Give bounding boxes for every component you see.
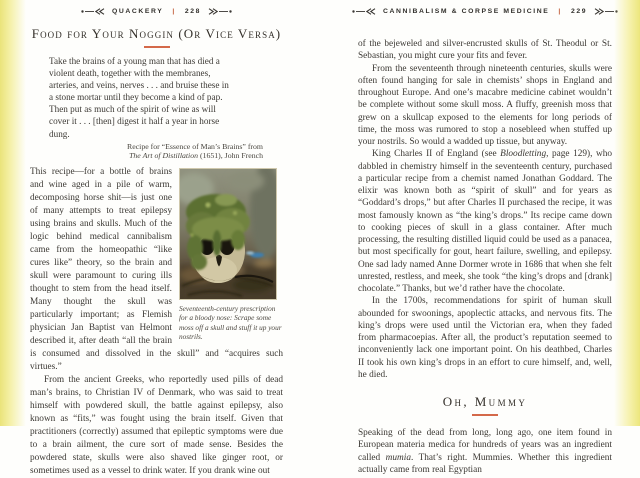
attribution-work-title: The Art of Distillation <box>129 151 199 161</box>
paragraph <box>358 148 612 295</box>
right-running-head <box>358 8 612 15</box>
header-separator: | <box>172 8 176 15</box>
page-number: 229 <box>570 8 588 15</box>
latin-term: mumia <box>385 452 411 463</box>
right-body-text-2 <box>358 427 612 476</box>
section-heading: Food for Your Noggin (Or Vice Versa) <box>31 26 282 41</box>
paragraph: From the ancient Greeks, who reportedly used pills of dead man’s brains, to Christian IV of Denmark, who was said to treat himself with powdered skull, the battle against epilepsy, also known as “fits,” was fought using the brain itself. Given that practitioners (correctly) assumed that epileptic symptoms were due to a brain ailment, the cure sort of made sense. Besides the powdered state, skulls were also shaved like ginger root, or sometimes used as a vessel to drink water. If you drank wine out <box>30 374 283 476</box>
header-separator: | <box>558 8 562 15</box>
chapter-title: CANNIBALISM & CORPSE MEDICINE <box>382 8 550 15</box>
figure <box>179 168 283 342</box>
paragraph: In the 1700s, recommendations for spirit of human skull abounded for swoonings, apoplectic attacks, and nervous fits. The king’s drops were used until the Victorian era, when they faded from pharmacoepias. After all, the product’s reputation seemed to inconveniently lack one important point. On his deathbed, Charles II took his own king’s drops in an effort to cure himself, and, well, he died. <box>358 296 612 380</box>
left-page <box>0 0 320 476</box>
mossy-skull-photo <box>179 168 277 300</box>
arrow-ornament-left-icon <box>81 8 105 15</box>
paragraph: From the seventeenth through nineteenth centuries, skulls were often found hanging for sale in chemists’ shops in England and throughout Europe. And one’s macabre medicine cabinet wouldn’t be complete without some skull moss. A fluffy, greenish moss that grew on a skullcap exposed to the elements for long periods of time, the moss was rumored to stop a nosebleed when stuffed up your nostrils. So would a wadded up tissue, but anyway. <box>358 63 612 147</box>
paragraph <box>358 427 612 476</box>
attribution-line1: Recipe for “Essence of Man’s Brains” from <box>127 141 263 151</box>
right-page <box>320 0 640 475</box>
paragraph-text: . That’s right. Mummies. Whether this ingredient actually came from real Egyptian <box>358 452 612 475</box>
arrow-ornament-right-icon <box>208 8 232 15</box>
figure-caption: Seventeenth-century prescription for a bloody nose: Scrape some moss off a skull and stuff it up your nostrils. <box>179 303 282 342</box>
paragraph: This recipe—for a bottle of brains and wine aged in a pile of warm, decomposing horse shit—is just one of many attempts to treat epilepsy using brains and skulls. Much of the logic behind medical cannibalism came from the homeopathic “like cures like” theory, so the brain and skull were paramount to curing ills thought to stem from the head itself. Many thought the skull was particularly important; as Flemish physician Jan Baptist van Helmont described it, after death “all the brain is consumed and dissolved in the skull” and “acquires such virtues.” <box>30 166 283 372</box>
chapter-title: QUACKERY <box>111 8 164 15</box>
left-running-head <box>30 8 283 15</box>
heading-rule <box>144 46 170 48</box>
heading-rule <box>472 414 498 416</box>
left-body-text <box>30 166 283 478</box>
right-body-text <box>358 38 612 381</box>
recipe-attribution <box>30 142 283 161</box>
page-number: 228 <box>184 8 202 15</box>
attribution-line2-rest: (1651), John French <box>198 151 263 161</box>
section-heading: Oh, Mummy <box>442 394 528 409</box>
paragraph-text: , page 129), who dabbled in chemistry himself in the seventeenth century, purchased a particular recipe from a chemist named Jonathan Goddard. The elixir was known both as “spirit of skull” and for years as “Goddard’s drops,” but after Charles II purchased the recipe, it was most famously known as “the king’s drops.” Its recipe came down to cooking pieces of skull in a glass container. After much processing, the resulting distilled liquid could be used as a panacea, but most specifically for gout, heart failure, swelling, and epilepsy. One sad lady named Anne Dormer wrote in 1686 that when she felt unrested, restless, and meek, she took “the king’s drops and [drank] chocolate.” Thanks, but we’d rather have the chocolate. <box>358 149 612 294</box>
recipe-blockquote: Take the brains of a young man that has died a violent death, together with the membranes, arteries, and veins, nerves . . . and bruise these in a stone mortar until they become a kind of pap. Then put as much of the spirit of wine as will cover it . . . [then] digest it half a year in horse dung. <box>49 56 229 139</box>
paragraph-text: King Charles II of England (see <box>372 149 501 160</box>
arrow-ornament-right-icon <box>594 8 618 15</box>
arrow-ornament-left-icon <box>352 8 376 15</box>
paragraph-text: Speaking of the dead from long, long ago, one item found in European materia medica for hundreds of years was an ingredient called <box>358 428 612 463</box>
cross-reference-title: Bloodletting <box>500 149 547 160</box>
paragraph: of the bejeweled and silver-encrusted skulls of St. Theodul or St. Sebastian, you might cure your fits and fever. <box>358 39 612 62</box>
